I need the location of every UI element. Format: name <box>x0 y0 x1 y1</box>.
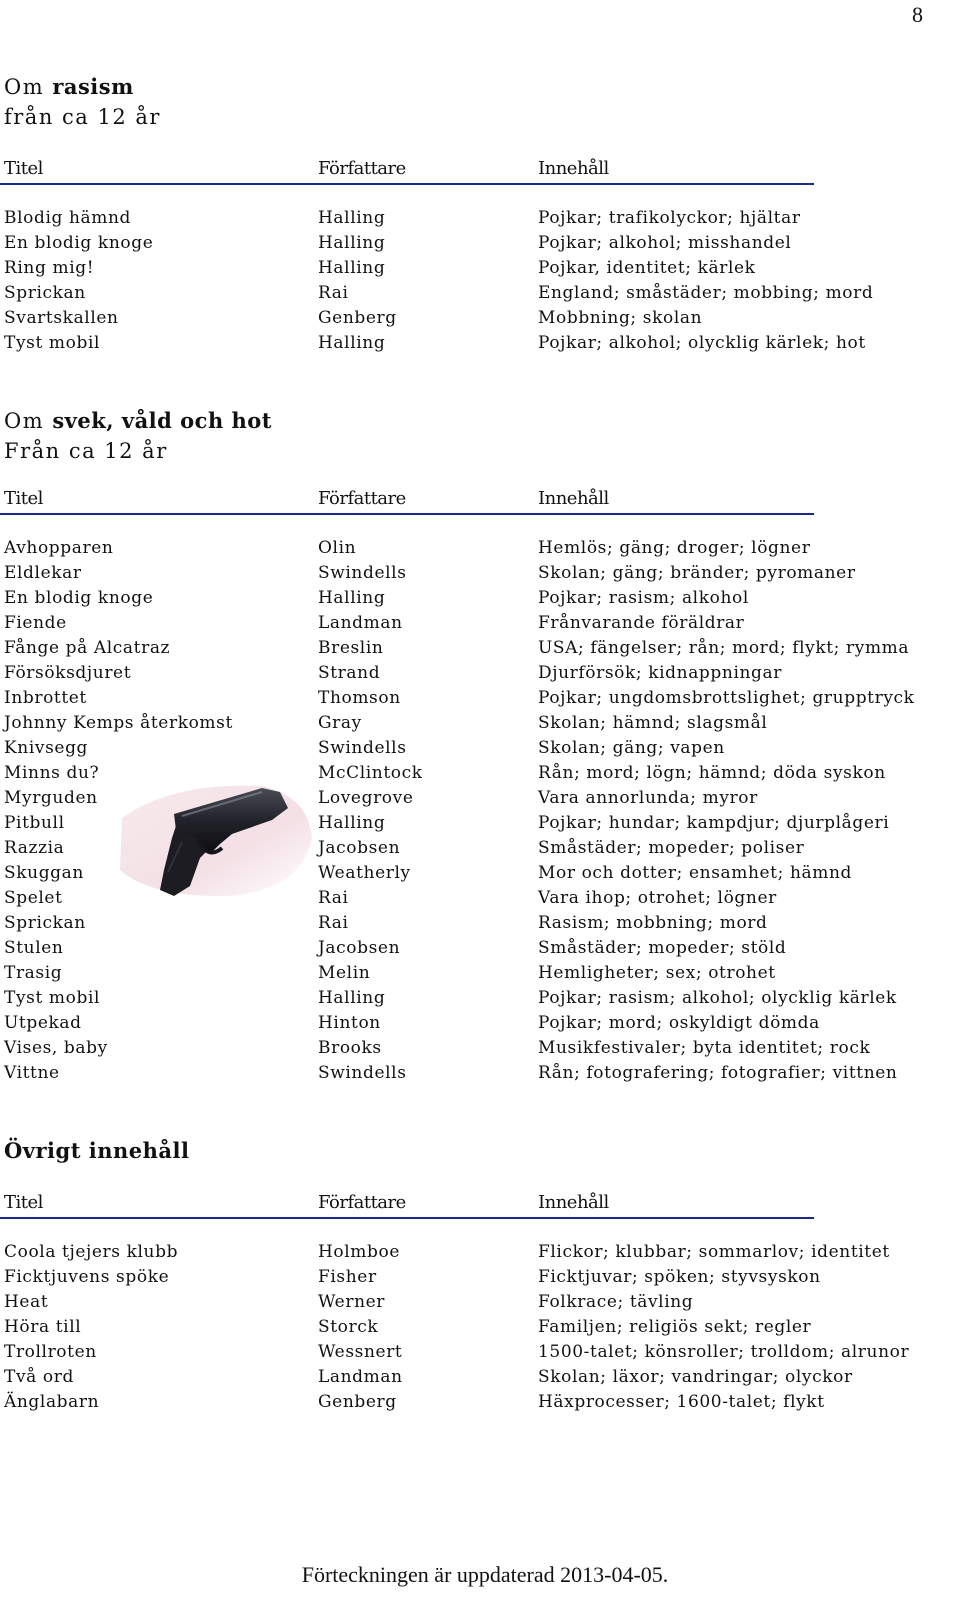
section-heading <box>4 72 134 102</box>
header-rule <box>0 513 814 515</box>
section-heading <box>4 1136 189 1166</box>
row-title: Heat <box>4 1292 49 1312</box>
header-rule <box>0 183 814 185</box>
row-author: Wessnert <box>318 1342 403 1362</box>
row-title: Blodig hämnd <box>4 208 132 228</box>
row-content: Småstäder; mopeder; poliser <box>538 838 805 858</box>
row-author: Weatherly <box>318 863 411 883</box>
column-content: Innehåll <box>538 1192 609 1213</box>
table-row <box>0 586 960 611</box>
page-number: 8 <box>912 2 923 27</box>
row-author: Thomson <box>318 688 401 708</box>
row-title: Stulen <box>4 938 64 958</box>
row-author: Halling <box>318 813 386 833</box>
table-row <box>0 686 960 711</box>
row-author: Genberg <box>318 1392 397 1412</box>
table-row <box>0 306 960 331</box>
row-content: Mobbning; skolan <box>538 308 703 328</box>
heading-prefix: Om <box>4 409 53 433</box>
column-content: Innehåll <box>538 488 609 509</box>
section-heading <box>4 406 272 436</box>
table-row <box>0 661 960 686</box>
table-header <box>0 157 830 181</box>
column-author: Författare <box>318 488 406 509</box>
row-author: Halling <box>318 208 386 228</box>
row-author: Landman <box>318 1367 403 1387</box>
row-content: Småstäder; mopeder; stöld <box>538 938 787 958</box>
row-content: Hemligheter; sex; otrohet <box>538 963 776 983</box>
table-row <box>0 736 960 761</box>
row-content: Flickor; klubbar; sommarlov; identitet <box>538 1242 890 1262</box>
row-title: Svartskallen <box>4 308 119 328</box>
row-author: Genberg <box>318 308 397 328</box>
table-row <box>0 536 960 561</box>
row-author: Rai <box>318 913 349 933</box>
row-content: Pojkar; hundar; kampdjur; djurplågeri <box>538 813 890 833</box>
table-row <box>0 206 960 231</box>
row-author: Gray <box>318 713 362 733</box>
row-content: Pojkar; rasism; alkohol; olycklig kärlek <box>538 988 897 1008</box>
row-title: Änglabarn <box>4 1392 100 1412</box>
row-title: Vises, baby <box>4 1038 108 1058</box>
column-title: Titel <box>4 1192 43 1213</box>
table-header <box>0 487 830 511</box>
table-rows <box>0 206 960 356</box>
row-content: Musikfestivaler; byta identitet; rock <box>538 1038 871 1058</box>
row-title: Inbrottet <box>4 688 87 708</box>
row-author: Lovegrove <box>318 788 414 808</box>
row-content: Skolan; gäng; vapen <box>538 738 725 758</box>
row-title: Eldlekar <box>4 563 82 583</box>
row-content: Pojkar; mord; oskyldigt dömda <box>538 1013 820 1033</box>
row-title: Sprickan <box>4 283 86 303</box>
row-title: Avhopparen <box>4 538 114 558</box>
row-title: Trasig <box>4 963 63 983</box>
row-title: Höra till <box>4 1317 82 1337</box>
row-content: Pojkar, identitet; kärlek <box>538 258 756 278</box>
table-row <box>0 961 960 986</box>
table-row <box>0 936 960 961</box>
row-author: Storck <box>318 1317 379 1337</box>
row-content: Frånvarande föräldrar <box>538 613 745 633</box>
table-row <box>0 231 960 256</box>
row-author: Swindells <box>318 1063 407 1083</box>
row-content: Skolan; hämnd; slagsmål <box>538 713 768 733</box>
row-author: Brooks <box>318 1038 382 1058</box>
row-title: Tyst mobil <box>4 988 101 1008</box>
row-author: Rai <box>318 283 349 303</box>
row-title: Tyst mobil <box>4 333 101 353</box>
row-title: Pitbull <box>4 813 65 833</box>
table-rows <box>0 1240 960 1415</box>
row-title: Fånge på Alcatraz <box>4 638 171 658</box>
table-row <box>0 986 960 1011</box>
table-row <box>0 1340 960 1365</box>
row-title: En blodig knoge <box>4 588 154 608</box>
row-content: Djurförsök; kidnappningar <box>538 663 782 683</box>
section-subheading: från ca 12 år <box>4 105 161 129</box>
row-author: Melin <box>318 963 371 983</box>
row-content: Skolan; gäng; bränder; pyromaner <box>538 563 856 583</box>
row-author: Halling <box>318 258 386 278</box>
row-author: Olin <box>318 538 357 558</box>
row-content: Folkrace; tävling <box>538 1292 694 1312</box>
row-title: Trollroten <box>4 1342 97 1362</box>
row-author: Swindells <box>318 563 407 583</box>
row-title: Två ord <box>4 1367 74 1387</box>
row-content: Pojkar; alkohol; olycklig kärlek; hot <box>538 333 866 353</box>
row-title: Fiende <box>4 613 67 633</box>
heading-topic: Övrigt innehåll <box>4 1138 190 1163</box>
heading-prefix: Om <box>4 75 53 99</box>
row-title: Ring mig! <box>4 258 95 278</box>
row-content: 1500-talet; könsroller; trolldom; alrunor <box>538 1342 910 1362</box>
table-row <box>0 1036 960 1061</box>
row-title: Skuggan <box>4 863 84 883</box>
handgun-photo-icon <box>112 778 316 900</box>
table-row <box>0 1011 960 1036</box>
row-title: Vittne <box>4 1063 60 1083</box>
column-author: Författare <box>318 1192 406 1213</box>
row-title: Utpekad <box>4 1013 82 1033</box>
table-row <box>0 331 960 356</box>
row-content: Familjen; religiös sekt; regler <box>538 1317 812 1337</box>
row-content: Ficktjuvar; spöken; styvsyskon <box>538 1267 821 1287</box>
row-title: Razzia <box>4 838 65 858</box>
heading-topic: svek, våld och hot <box>52 408 272 433</box>
row-author: Breslin <box>318 638 384 658</box>
row-author: Halling <box>318 333 386 353</box>
row-author: Landman <box>318 613 403 633</box>
table-row <box>0 1061 960 1086</box>
row-title: Sprickan <box>4 913 86 933</box>
row-content: Häxprocesser; 1600-talet; flykt <box>538 1392 825 1412</box>
table-row <box>0 256 960 281</box>
row-content: Pojkar; alkohol; misshandel <box>538 233 792 253</box>
row-title: Myrguden <box>4 788 98 808</box>
row-author: Rai <box>318 888 349 908</box>
row-content: Pojkar; trafikolyckor; hjältar <box>538 208 801 228</box>
table-header <box>0 1191 830 1215</box>
row-title: Coola tjejers klubb <box>4 1242 179 1262</box>
row-content: USA; fängelser; rån; mord; flykt; rymma <box>538 638 910 658</box>
row-author: Halling <box>318 588 386 608</box>
row-content: Rån; mord; lögn; hämnd; döda syskon <box>538 763 886 783</box>
column-content: Innehåll <box>538 158 609 179</box>
row-title: Johnny Kemps återkomst <box>4 713 233 733</box>
row-author: McClintock <box>318 763 423 783</box>
row-content: Vara ihop; otrohet; lögner <box>538 888 777 908</box>
row-author: Halling <box>318 233 386 253</box>
row-title: En blodig knoge <box>4 233 154 253</box>
row-author: Holmboe <box>318 1242 400 1262</box>
table-row <box>0 1240 960 1265</box>
table-row <box>0 711 960 736</box>
column-title: Titel <box>4 488 43 509</box>
table-row <box>0 1390 960 1415</box>
table-row <box>0 911 960 936</box>
table-row <box>0 561 960 586</box>
row-content: Pojkar; ungdomsbrottslighet; grupptryck <box>538 688 915 708</box>
row-author: Jacobsen <box>318 938 401 958</box>
row-author: Fisher <box>318 1267 377 1287</box>
row-title: Spelet <box>4 888 63 908</box>
row-content: Pojkar; rasism; alkohol <box>538 588 749 608</box>
header-rule <box>0 1217 814 1219</box>
row-author: Strand <box>318 663 381 683</box>
row-content: Hemlös; gäng; droger; lögner <box>538 538 811 558</box>
row-content: England; småstäder; mobbing; mord <box>538 283 874 303</box>
table-row <box>0 1290 960 1315</box>
row-author: Werner <box>318 1292 386 1312</box>
table-row <box>0 636 960 661</box>
table-row <box>0 281 960 306</box>
table-row <box>0 611 960 636</box>
row-content: Skolan; läxor; vandringar; olyckor <box>538 1367 853 1387</box>
section-subheading: Från ca 12 år <box>4 439 168 463</box>
row-author: Swindells <box>318 738 407 758</box>
row-title: Försöksdjuret <box>4 663 132 683</box>
row-title: Ficktjuvens spöke <box>4 1267 170 1287</box>
table-row <box>0 1315 960 1340</box>
table-row <box>0 1265 960 1290</box>
row-content: Rån; fotografering; fotografier; vittnen <box>538 1063 898 1083</box>
row-title: Knivsegg <box>4 738 89 758</box>
table-row <box>0 1365 960 1390</box>
row-title: Minns du? <box>4 763 100 783</box>
row-content: Vara annorlunda; myror <box>538 788 758 808</box>
row-content: Rasism; mobbning; mord <box>538 913 768 933</box>
row-author: Jacobsen <box>318 838 401 858</box>
heading-topic: rasism <box>52 74 134 99</box>
row-author: Halling <box>318 988 386 1008</box>
row-content: Mor och dotter; ensamhet; hämnd <box>538 863 852 883</box>
row-author: Hinton <box>318 1013 381 1033</box>
column-title: Titel <box>4 158 43 179</box>
update-footer: Förteckningen är uppdaterad 2013-04-05. <box>301 1562 669 1587</box>
column-author: Författare <box>318 158 406 179</box>
